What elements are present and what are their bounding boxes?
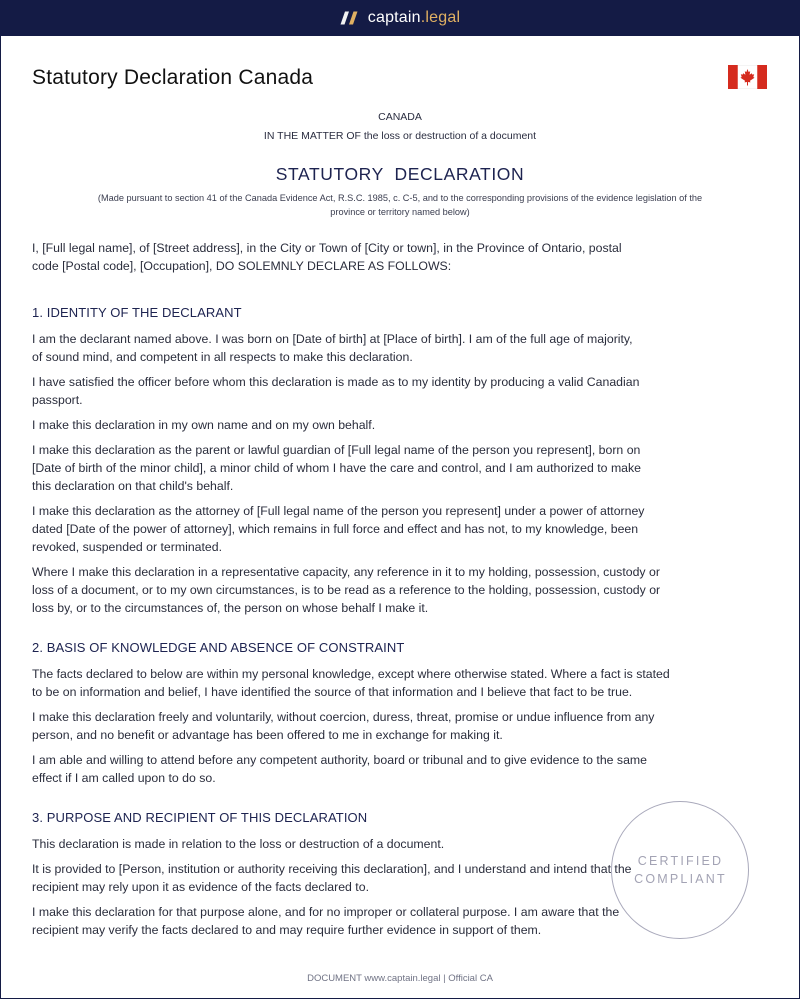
paragraph: It is provided to [Person, institution or authority receiving this declaration], and I understand and intend that the recipient may rely upon it as evidence of the facts declared to. — [32, 862, 632, 894]
matter-text: the loss or destruction of a document — [360, 130, 537, 142]
paragraph: I am able and willing to attend before any competent authority, board or tribunal and to give evidence to the same effect if I am called upon to do so. — [32, 753, 647, 785]
paragraph: This declaration is made in relation to the loss or destruction of a document. — [32, 837, 445, 851]
section-1-heading: 1. IDENTITY OF THE DECLARANT — [32, 305, 242, 320]
matter-line — [0, 130, 800, 142]
paragraph: I make this declaration as the parent or lawful guardian of [Full legal name of the person you represent], born on [Date of birth of the minor child], a minor child of whom I have the care and control, and I am authorized to make this declaration on that child's behalf. — [32, 443, 642, 493]
paragraph: I make this declaration in my own name and on my own behalf. — [32, 418, 376, 432]
footer-text: DOCUMENT www.captain.legal | Official CA — [307, 973, 493, 984]
brand-name: captain.legal — [367, 9, 461, 26]
matter-prefix: IN THE MATTER OF — [263, 130, 361, 142]
canada-flag-icon — [728, 65, 767, 89]
paragraph: The facts declared to below are within my personal knowledge, except where otherwise stated. Where a fact is stated to be on information and belief, I have identified the source of that information and I believe that fact to be true. — [32, 667, 670, 699]
top-bar — [0, 0, 800, 36]
paragraph: I make this declaration for that purpose alone, and for no improper or collateral purpose. I am aware that the recipient may verify the facts declared to and may require further evidence in support of them. — [32, 905, 620, 937]
jurisdiction-label: CANADA — [378, 111, 422, 123]
section-2-heading: 2. BASIS OF KNOWLEDGE AND ABSENCE OF CONSTRAINT — [32, 640, 405, 655]
paragraph: I make this declaration freely and voluntarily, without coercion, duress, threat, promise or undue influence from any person, and no benefit or advantage has been offered to me in exchange for making it. — [32, 710, 655, 742]
declaration-heading: STATUTORY DECLARATION — [275, 164, 525, 184]
made-pursuant-note: (Made pursuant to section 41 of the Canada Evidence Act, R.S.C. 1985, c. C-5, and to the corresponding provisions of the evidence legislation of the province or territory named below) — [97, 193, 703, 217]
paragraph: Where I make this declaration in a representative capacity, any reference in it to my holding, possession, custody or loss of a document, or to my own circumstances, is to be read as a reference to the holding, possession, custody or loss by, or to the circumstances of, the person on whose behalf I make it. — [32, 565, 661, 615]
double-slash-logo-icon — [340, 10, 360, 26]
document-title: Statutory Declaration Canada — [32, 66, 314, 89]
brand-logo[interactable] — [340, 9, 460, 27]
paragraph: I am the declarant named above. I was born on [Date of birth] at [Place of birth]. I am of the full age of majority, of sound mind, and competent in all respects to make this declaration. — [32, 332, 633, 364]
paragraph: I make this declaration as the attorney of [Full legal name of the person you represent] under a power of attorney dated [Date of the power of attorney], which remains in full force and effect and has not, to my knowledge, been revoked, suspended or terminated. — [32, 504, 645, 554]
intro-paragraph: I, [Full legal name], of [Street address], in the City or Town of [City or town], in the Province of Ontario, postal code [Postal code], [Occupation], DO SOLEMNLY DECLARE AS FOLLOWS: — [32, 241, 622, 273]
paragraph: I have satisfied the officer before whom this declaration is made as to my identity by producing a valid Canadian passport. — [32, 375, 640, 407]
section-3-heading: 3. PURPOSE AND RECIPIENT OF THIS DECLARATION — [32, 810, 368, 825]
certified-stamp-text: CERTIFIED COMPLIANT — [634, 854, 727, 886]
